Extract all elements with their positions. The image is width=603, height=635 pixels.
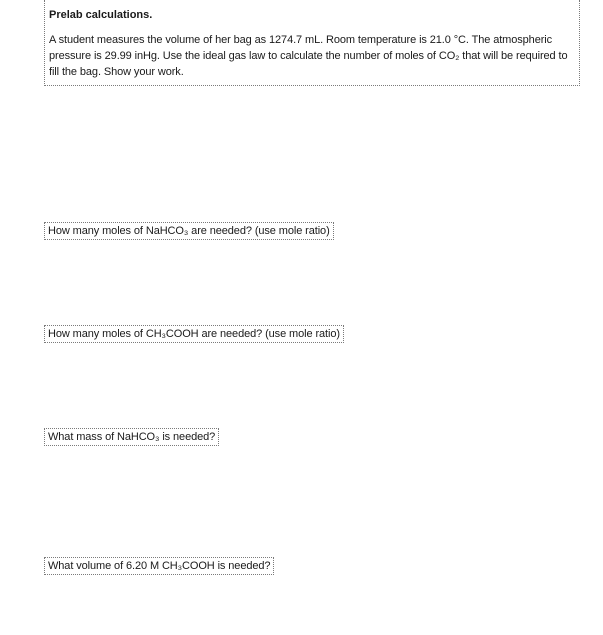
prelab-intro-box <box>44 0 580 86</box>
question-volume-ch3cooh: What volume of 6.20 M CH₃COOH is needed? <box>44 557 274 575</box>
question-mass-nahco3: What mass of NaHCO₃ is needed? <box>44 428 219 446</box>
section-heading: Prelab calculations. <box>49 9 153 21</box>
question-moles-ch3cooh: How many moles of CH₃COOH are needed? (use mole ratio) <box>44 325 344 343</box>
problem-statement: A student measures the volume of her bag as 1274.7 mL. Room temperature is 21.0 °C. The atmospheric pressure is 29.99 inHg. Use the ideal gas law to calculate the number of moles of CO₂ that will be required to fill the bag. Show your work. <box>49 34 568 78</box>
question-moles-nahco3: How many moles of NaHCO₃ are needed? (use mole ratio) <box>44 222 334 240</box>
